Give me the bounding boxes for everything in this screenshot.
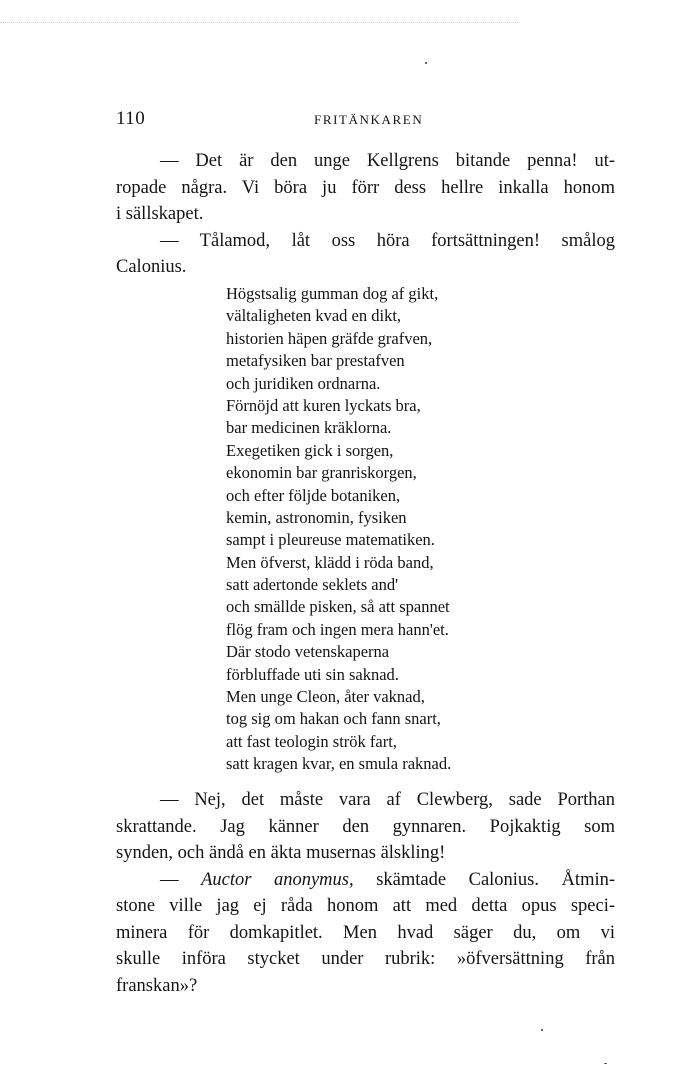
text-line: — Nej, det måste vara af Clewberg, sade Porthan — [160, 790, 615, 810]
text-line: franskan»? — [116, 975, 198, 996]
text-line: Calonius. — [116, 257, 187, 277]
poem-line: kemin, astronomin, fysiken — [226, 507, 407, 527]
poem-line: flög fram och ingen mera hann'et. — [226, 619, 449, 639]
text-line-auctor — [116, 867, 615, 894]
scan-edge-line — [0, 22, 520, 24]
running-head: FRITÄNKAREN — [314, 112, 424, 127]
poem-line: vältaligheten kvad en dikt, — [226, 306, 402, 326]
em-dash: — — [160, 869, 179, 890]
poem-line: sampt i pleureuse matematiken. — [226, 530, 435, 550]
text-line: skrattande. Jag känner den gynnaren. Pojkaktig som — [116, 816, 615, 837]
poem-line: Men öfverst, klädd i röda band, — [226, 552, 434, 572]
scan-speck — [604, 1063, 607, 1064]
text-line: stone ville jag ej råda honom att med detta opus speci- — [116, 896, 615, 916]
paragraph-kellgren — [116, 148, 615, 281]
text-line: minera för domkapitlet. Men hvad säger du, om vi — [116, 922, 615, 943]
poem-line: och efter följde botaniken, — [226, 485, 401, 505]
poem-line: historien häpen gräfde grafven, — [226, 328, 433, 348]
poem-line: satt adertonde seklets and' — [226, 575, 399, 595]
text-line: — Det är den unge Kellgrens bitande penna! ut- — [160, 151, 615, 171]
text-line: i sällskapet. — [116, 204, 204, 224]
poem-line: satt kragen kvar, en smula raknad. — [226, 754, 452, 774]
scan-speck — [541, 1029, 543, 1031]
poem — [226, 283, 451, 776]
poem-line: ekonomin bar granriskorgen, — [226, 463, 417, 483]
page-number: 110 — [116, 108, 146, 129]
poem-line: Exegetiken gick i sorgen, — [226, 440, 394, 460]
poem-line: Men unge Cleon, åter vaknad, — [226, 687, 425, 707]
scan-speck — [425, 62, 427, 64]
italic-phrase: Auctor anonymus, — [201, 869, 354, 890]
poem-line: metafysiken bar prestafven — [226, 351, 405, 371]
poem-line: och smällde pisken, så att spannet — [226, 597, 450, 617]
poem-line: Högstsalig gumman dog af gikt, — [226, 284, 439, 303]
paragraph-porthan — [116, 787, 615, 999]
poem-line: och juridiken ordnarna. — [226, 373, 381, 393]
text-line: synden, och ändå en äkta musernas älskling! — [116, 843, 446, 863]
page-header — [116, 108, 616, 132]
poem-line: att fast teologin strök fart, — [226, 731, 397, 751]
poem-line: Förnöjd att kuren lyckats bra, — [226, 395, 421, 415]
text-line: skulle införa stycket under rubrik: »öfversättning från — [116, 949, 615, 969]
poem-line: tog sig om hakan och fann snart, — [226, 709, 441, 729]
text-line: ropade några. Vi böra ju förr dess hellre inkalla honom — [116, 177, 615, 198]
poem-line: förbluffade uti sin saknad. — [226, 664, 399, 684]
text-line: — Tålamod, låt oss höra fortsättningen! smålog — [160, 230, 615, 251]
poem-line: bar medicinen kräklorna. — [226, 418, 392, 438]
poem-line: Där stodo vetenskaperna — [226, 642, 390, 662]
line-rest: skämtade Calonius. Åtmin- — [376, 869, 616, 890]
